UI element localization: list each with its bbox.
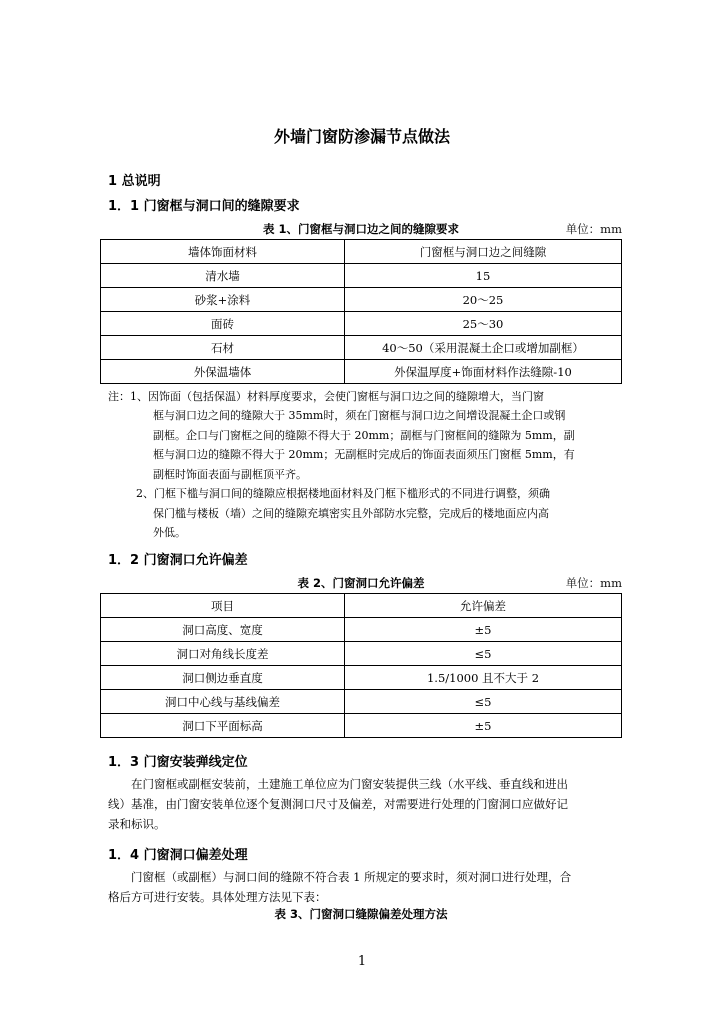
table-cell: 40～50（采用混凝土企口或增加副框） <box>345 336 622 360</box>
table-header-row <box>101 240 622 264</box>
note-1-line: 框与洞口边之间的缝隙大于 35mm时，须在门窗框与洞口边之间增设混凝土企口或钢 <box>153 409 566 422</box>
page-title: 外墙门窗防渗漏节点做法 <box>273 127 450 146</box>
table-row <box>101 690 622 714</box>
table-cell: ±5 <box>345 618 622 642</box>
table-row <box>101 618 622 642</box>
table-cell: 洞口中心线与基线偏差 <box>101 690 345 714</box>
paragraph-line <box>108 867 618 887</box>
table-row <box>101 666 622 690</box>
table-cell: 砂浆+涂料 <box>101 288 345 312</box>
paragraph-text: 门窗框（或副框）与洞口间的缝隙不符合表 1 所规定的要求时，须对洞口进行处理，合 <box>131 870 572 884</box>
table-cell: 1.5/1000 且不大于 2 <box>345 666 622 690</box>
table-row <box>101 312 622 336</box>
table-header-cell: 允许偏差 <box>345 594 622 618</box>
paragraph-1-4 <box>108 867 618 907</box>
table-cell: 洞口高度、宽度 <box>101 618 345 642</box>
table-row <box>101 336 622 360</box>
table-row <box>101 642 622 666</box>
table-cell: 清水墙 <box>101 264 345 288</box>
note-2-line: 2、门框下槛与洞口间的缝隙应根据楼地面材料及门框下槛形式的不同进行调整，须确 <box>136 487 550 500</box>
table-header-cell: 门窗框与洞口边之间缝隙 <box>345 240 622 264</box>
table-cell: ≤5 <box>345 642 622 666</box>
paragraph-line: 格后方可进行安装。具体处理方法见下表： <box>108 890 327 904</box>
table-row <box>101 288 622 312</box>
table2-caption-row <box>100 575 622 591</box>
table2 <box>100 593 622 738</box>
table-row <box>101 264 622 288</box>
table-header-row <box>101 594 622 618</box>
table2-caption: 表 2、门窗洞口允许偏差 <box>297 576 425 590</box>
note-1-line: 副框时饰面表面与副框顶平齐。 <box>153 468 307 481</box>
paragraph-1-3 <box>108 774 618 834</box>
paragraph-line: 线）基准，由门窗安装单位逐个复测洞口尺寸及偏差，对需要进行处理的门窗洞口应做好记 <box>108 797 568 811</box>
note-1-line: 注：1、因饰面（包括保温）材料厚度要求，会使门窗框与洞口边之间的缝隙增大，当门窗 <box>108 390 544 403</box>
table1-caption-row <box>100 221 622 237</box>
table-header-cell: 墙体饰面材料 <box>101 240 345 264</box>
table-cell: 石材 <box>101 336 345 360</box>
paragraph-line <box>108 774 618 794</box>
table1-caption: 表 1、门窗框与洞口边之间的缝隙要求 <box>262 222 459 236</box>
table-row <box>101 360 622 384</box>
page-number: 1 <box>357 954 367 969</box>
table2-unit: 单位：mm <box>565 576 622 590</box>
paragraph-line: 录和标识。 <box>108 817 166 831</box>
note-1-line: 框与洞口边的缝隙不得大于 20mm；无副框时完成后的饰面表面须压门窗框 5mm，有 <box>153 448 575 461</box>
section-heading-1-3: 1．3 门窗安装弹线定位 <box>108 755 248 770</box>
section-heading-1: 1 总说明 <box>108 174 161 189</box>
table-cell: 洞口对角线长度差 <box>101 642 345 666</box>
table1 <box>100 239 622 384</box>
note-2-line: 外低。 <box>153 526 186 539</box>
table-cell: ≤5 <box>345 690 622 714</box>
table-cell: 外保温墙体 <box>101 360 345 384</box>
table-cell: ±5 <box>345 714 622 738</box>
table-cell: 20～25 <box>345 288 622 312</box>
note-1-line: 副框。企口与门窗框之间的缝隙不得大于 20mm；副框与门窗框间的缝隙为 5mm，副 <box>153 429 575 442</box>
paragraph-text: 在门窗框或副框安装前，土建施工单位应为门窗安装提供三线（水平线、垂直线和进出 <box>131 777 568 791</box>
note-2-line: 保门槛与楼板（墙）之间的缝隙充填密实且外部防水完整，完成后的楼地面应内高 <box>153 507 549 520</box>
table-cell: 15 <box>345 264 622 288</box>
table-header-cell: 项目 <box>101 594 345 618</box>
table-cell: 洞口侧边垂直度 <box>101 666 345 690</box>
table1-unit: 单位：mm <box>565 222 622 236</box>
section-heading-1-2: 1．2 门窗洞口允许偏差 <box>108 553 248 568</box>
table-cell: 面砖 <box>101 312 345 336</box>
table3-caption: 表 3、门窗洞口缝隙偏差处理方法 <box>274 907 448 921</box>
section-heading-1-1: 1．1 门窗框与洞口间的缝隙要求 <box>108 199 300 214</box>
table-cell: 洞口下平面标高 <box>101 714 345 738</box>
table-cell: 外保温厚度+饰面材料作法缝隙-10 <box>345 360 622 384</box>
table-cell: 25～30 <box>345 312 622 336</box>
table-row <box>101 714 622 738</box>
section-heading-1-4: 1．4 门窗洞口偏差处理 <box>108 848 248 863</box>
